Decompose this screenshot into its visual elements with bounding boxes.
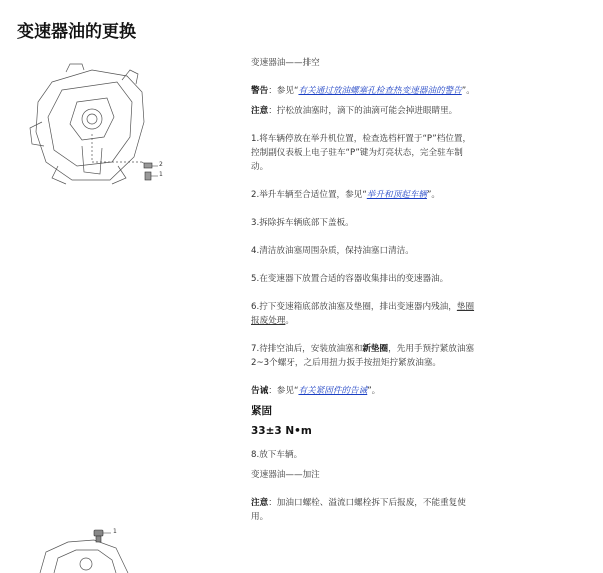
step-4: 4.清洁放油塞周围杂质，保持油塞口清洁。 [251, 246, 414, 256]
warning-block [251, 84, 476, 98]
step-2-quote-close: ” [426, 190, 432, 200]
tighten-label: 紧固 [251, 405, 272, 417]
fill-note-label: 注意 [251, 498, 269, 508]
warning-link[interactable]: 有关通过放油螺塞孔检查热变速器油的警告 [298, 86, 462, 96]
step-2 [251, 188, 476, 202]
step-3: 3.拆除拆车辆底部下盖板。 [251, 218, 354, 228]
step-7-text: 7.待排空油后，安装放油塞和 [251, 344, 363, 354]
step-2-end: 。 [431, 190, 441, 200]
caution-quote-close: ” [367, 386, 372, 396]
caution-end: 。 [371, 386, 381, 396]
page-title: 变速器油的更换 [17, 22, 136, 42]
warning-label: 警告 [251, 86, 269, 96]
step-1: 1.将车辆停放在举升机位置，检查选档杆置于“P”档位置，控制副仪表板上电子驻车“P”键为灯亮状态，完全驻车制动。 [251, 134, 472, 172]
step-8: 8.放下车辆。 [251, 450, 303, 460]
step-6 [251, 300, 476, 328]
fill-note-text: ：加油口螺栓、溢流口螺栓拆下后报废，不能重复使用。 [251, 498, 466, 522]
procedure-column [251, 56, 476, 538]
caution-quote-open: “ [294, 386, 299, 396]
caution-prefix: ：参见 [268, 386, 294, 396]
warning-end: 。 [466, 86, 475, 96]
step-5: 5.在变速器下放置合适的容器收集排出的变速器油。 [251, 274, 449, 284]
section-heading-drain: 变速器油——排空 [251, 58, 320, 68]
gasket-scrap-link[interactable]: 垫圈报废处理 [251, 302, 475, 326]
callout-2: 2 [159, 161, 163, 168]
step-6-end: 。 [285, 316, 294, 326]
caution-block [251, 384, 476, 398]
step-7-rest: ，先用手预拧紧放油塞2~3个螺牙，之后用扭力扳手按扭矩拧紧放油塞。 [251, 344, 475, 368]
torque-value: 33±3 N•m [251, 425, 312, 437]
warning-prefix: ：参见 [268, 86, 294, 96]
note-label: 注意 [251, 106, 269, 116]
lift-vehicle-link[interactable]: 举升和顶起车辆 [366, 190, 427, 200]
step-7 [251, 342, 476, 370]
warning-quote-open: “ [294, 86, 299, 96]
section-heading-fill: 变速器油——加注 [251, 470, 320, 480]
new-gasket-label: 新垫圈 [362, 344, 389, 354]
transmission-fill-diagram [36, 528, 136, 573]
callout-1-fill: 1 [113, 528, 117, 535]
step-2-text: 2.举升车辆至合适位置，参见 [251, 190, 363, 200]
fill-note-block [251, 496, 476, 524]
step-2-quote-open: “ [362, 190, 367, 200]
note-block [251, 104, 476, 118]
callout-1: 1 [159, 171, 163, 178]
fastener-caution-link[interactable]: 有关紧固件的告诫 [298, 386, 368, 396]
note-text: ：拧松放油塞时，滴下的油滴可能会掉进眼睛里。 [268, 106, 458, 116]
warning-quote-close: ” [461, 86, 467, 96]
step-6-text: 6.拧下变速箱底部放油塞及垫圈，排出变速器内残油， [251, 302, 457, 312]
caution-label: 告诫 [251, 386, 269, 396]
transmission-drain-diagram [22, 62, 172, 192]
